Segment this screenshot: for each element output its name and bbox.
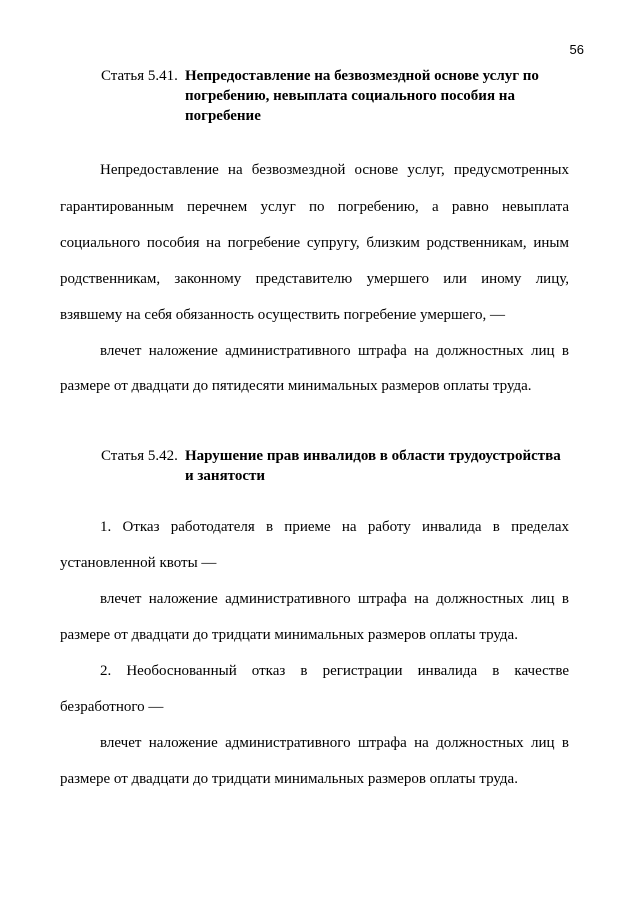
article-542-item2-line: безработного —	[60, 699, 164, 715]
article-542-heading: Нарушение прав инвалидов в области трудоустройства и занятости	[185, 448, 561, 484]
article-541-p2-line: размере от двадцати до пятидесяти минимальных размеров оплаты труда.	[60, 378, 532, 394]
article-541-prefix: Статья 5.41.	[101, 68, 178, 84]
article-542-prefix: Статья 5.42.	[101, 448, 178, 464]
article-542-item2-penalty-line: размере от двадцати до тридцати минимальных размеров оплаты труда.	[60, 771, 518, 787]
article-542-item2-line: 2. Необоснованный отказ в регистрации инвалида в качестве	[100, 663, 569, 679]
article-541-p2-line: влечет наложение административного штрафа на должностных лиц в	[100, 343, 569, 359]
article-542-item1-penalty-line: влечет наложение административного штрафа на должностных лиц в	[100, 591, 569, 607]
article-541-p1-line: родственникам, законному представителю умершего или иному лицу,	[60, 271, 569, 287]
article-541-title	[101, 66, 571, 126]
article-541-p1-line: социального пособия на погребение супругу, близким родственникам, иным	[60, 235, 569, 251]
article-542-item1-line: установленной квоты —	[60, 555, 217, 571]
article-542-item1-line: 1. Отказ работодателя в приеме на работу инвалида в пределах	[100, 519, 569, 535]
article-541-p1-line: взявшему на себя обязанность осуществить погребение умершего, —	[60, 307, 505, 323]
article-541-heading: Непредоставление на безвозмездной основе услуг по погребению, невыплата социального пособия на погребение	[185, 68, 539, 124]
article-542-item2-penalty-line: влечет наложение административного штрафа на должностных лиц в	[100, 735, 569, 751]
article-542-item1-penalty-line: размере от двадцати до тридцати минимальных размеров оплаты труда.	[60, 627, 518, 643]
page-number: 56	[569, 42, 584, 57]
article-541-p1-line: гарантированным перечнем услуг по погребению, а равно невыплата	[60, 199, 569, 215]
article-541-p1-line: Непредоставление на безвозмездной основе услуг, предусмотренных	[100, 162, 569, 178]
article-542-title	[101, 446, 571, 486]
